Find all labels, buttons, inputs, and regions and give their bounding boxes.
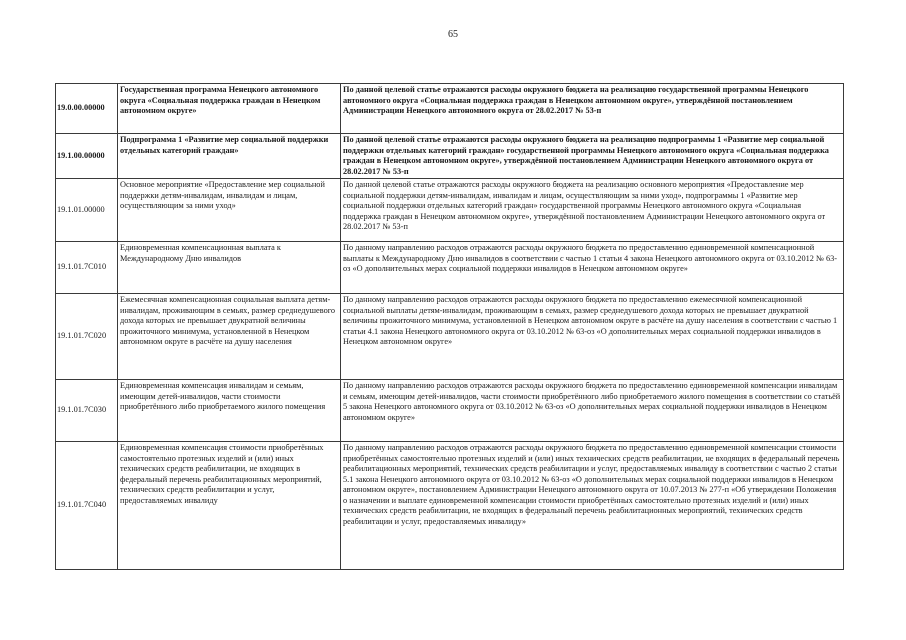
table-row	[56, 179, 844, 242]
row-description: По данному направлению расходов отражаются расходы окружного бюджета по предоставлению единовременной компенсации стоимости приобретённых самостоятельно протезных изделий и (или) иных технических средств реабилитации, не входящих в федеральный перечень реабилитационных мероприятий, технических средств реабилитации и услуг, предоставляемых инвалиду в соответствии с частью 2 статьи 5.1 закона Ненецкого автономного округа от 03.10.2012 № 63-оз «О дополнительных мерах социальной поддержки инвалидов в Ненецком автономном округе», постановлением Администрации Ненецкого автономного округа от 10.07.2013 № 277-п «Об утверждении Положения о назначении и выплате единовременной компенсации стоимости приобретённых самостоятельно протезных изделий и (или) иных технических средств реабилитации, не входящих в федеральный перечень реабилитационных мероприятий, технических средств реабилитации и услуг, предоставляемых инвалиду»	[341, 442, 844, 570]
row-name: Единовременная компенсация стоимости приобретённых самостоятельно протезных изделий и (или) иных технических средств реабилитации, не входящих в федеральный перечень реабилитационных мероприятий, технических средств реабилитации и услуг, предоставляемых инвалиду	[118, 442, 341, 570]
row-name: Единовременная компенсация инвалидам и семьям, имеющим детей-инвалидов, части стоимости приобретённого либо приобретаемого жилого помещения	[118, 380, 341, 442]
row-name: Единовременная компенсационная выплата к Международному Дню инвалидов	[118, 242, 341, 294]
row-description: По данной целевой статье отражаются расходы окружного бюджета на реализацию подпрограммы 1 «Развитие мер социальной поддержки отдельных категорий граждан» государственной программы Ненецкого автономного округа «Социальная поддержка граждан в Ненецком автономном округе», утверждённой постановлением Администрации Ненецкого автономного округа от 28.02.2017 № 53-п	[341, 134, 844, 179]
row-code: 19.1.00.00000	[56, 134, 118, 179]
budget-classification-table	[55, 83, 844, 570]
row-description: По данному направлению расходов отражаются расходы окружного бюджета по предоставлению единовременной компенсации инвалидам и семьям, имеющим детей-инвалидов, части стоимости приобретённого либо приобретаемого жилого помещения в соответствии со статьёй 5 закона Ненецкого автономного округа от 03.10.2012 № 63-оз «О дополнительных мерах социальной поддержки инвалидов в Ненецком автономном округе»	[341, 380, 844, 442]
table-row	[56, 84, 844, 134]
row-code: 19.1.01.7С030	[56, 380, 118, 442]
table-row	[56, 294, 844, 380]
table-row	[56, 242, 844, 294]
table-row	[56, 380, 844, 442]
row-description: По данной целевой статье отражаются расходы окружного бюджета на реализацию государственной программы Ненецкого автономного округа «Социальная поддержка граждан в Ненецком автономном округе», утверждённой постановлением Администрации Ненецкого автономного округа от 28.02.2017 № 53-п	[341, 84, 844, 134]
row-name: Ежемесячная компенсационная социальная выплата детям-инвалидам, проживающим в семьях, размер среднедушевого дохода которых не превышает двукратной величины прожиточного минимума, установленной в Ненецком автономном округе в расчёте на душу населения	[118, 294, 341, 380]
row-code: 19.1.01.7С020	[56, 294, 118, 380]
page-number: 65	[448, 29, 458, 40]
row-code: 19.1.01.7С040	[56, 442, 118, 570]
row-description: По данной целевой статье отражаются расходы окружного бюджета на реализацию основного мероприятия «Предоставление мер социальной поддержки детям-инвалидам, инвалидам и лицам, осуществляющим за ними уход», подпрограммы 1 «Развитие мер социальной поддержки отдельных категорий граждан» государственной программы Ненецкого автономного округа «Социальная поддержка граждан в Ненецком автономном округе», утверждённой постановлением Администрации Ненецкого автономного округа от 28.02.2017 № 53-п	[341, 179, 844, 242]
row-name: Подпрограмма 1 «Развитие мер социальной поддержки отдельных категорий граждан»	[118, 134, 341, 179]
table-row	[56, 134, 844, 179]
row-name: Государственная программа Ненецкого автономного округа «Социальная поддержка граждан в Ненецком автономном округе»	[118, 84, 341, 134]
row-description: По данному направлению расходов отражаются расходы окружного бюджета по предоставлению ежемесячной компенсационной социальной выплаты детям-инвалидам, проживающим в семьях, размер среднедушевого дохода которых не превышает двукратной величины прожиточного минимума, установленной в Ненецком автономном округе в расчёте на душу населения в соответствии с частью 1 статьи 4.1 закона Ненецкого автономного округа от 03.10.2012 № 63-оз «О дополнительных мерах социальной поддержки инвалидов в Ненецком автономном округе»	[341, 294, 844, 380]
row-code: 19.1.01.00000	[56, 179, 118, 242]
row-description: По данному направлению расходов отражаются расходы окружного бюджета по предоставлению единовременной компенсационной выплаты к Международному Дню инвалидов в соответствии с частью 1 статьи 4 закона Ненецкого автономного округа от 03.10.2012 № 63-оз «О дополнительных мерах социальной поддержки инвалидов в Ненецком автономном округе»	[341, 242, 844, 294]
row-code: 19.0.00.00000	[56, 84, 118, 134]
row-code: 19.1.01.7С010	[56, 242, 118, 294]
table-row	[56, 442, 844, 570]
row-name: Основное мероприятие «Предоставление мер социальной поддержки детям-инвалидам, инвалидам и лицам, осуществляющим за ними уход»	[118, 179, 341, 242]
